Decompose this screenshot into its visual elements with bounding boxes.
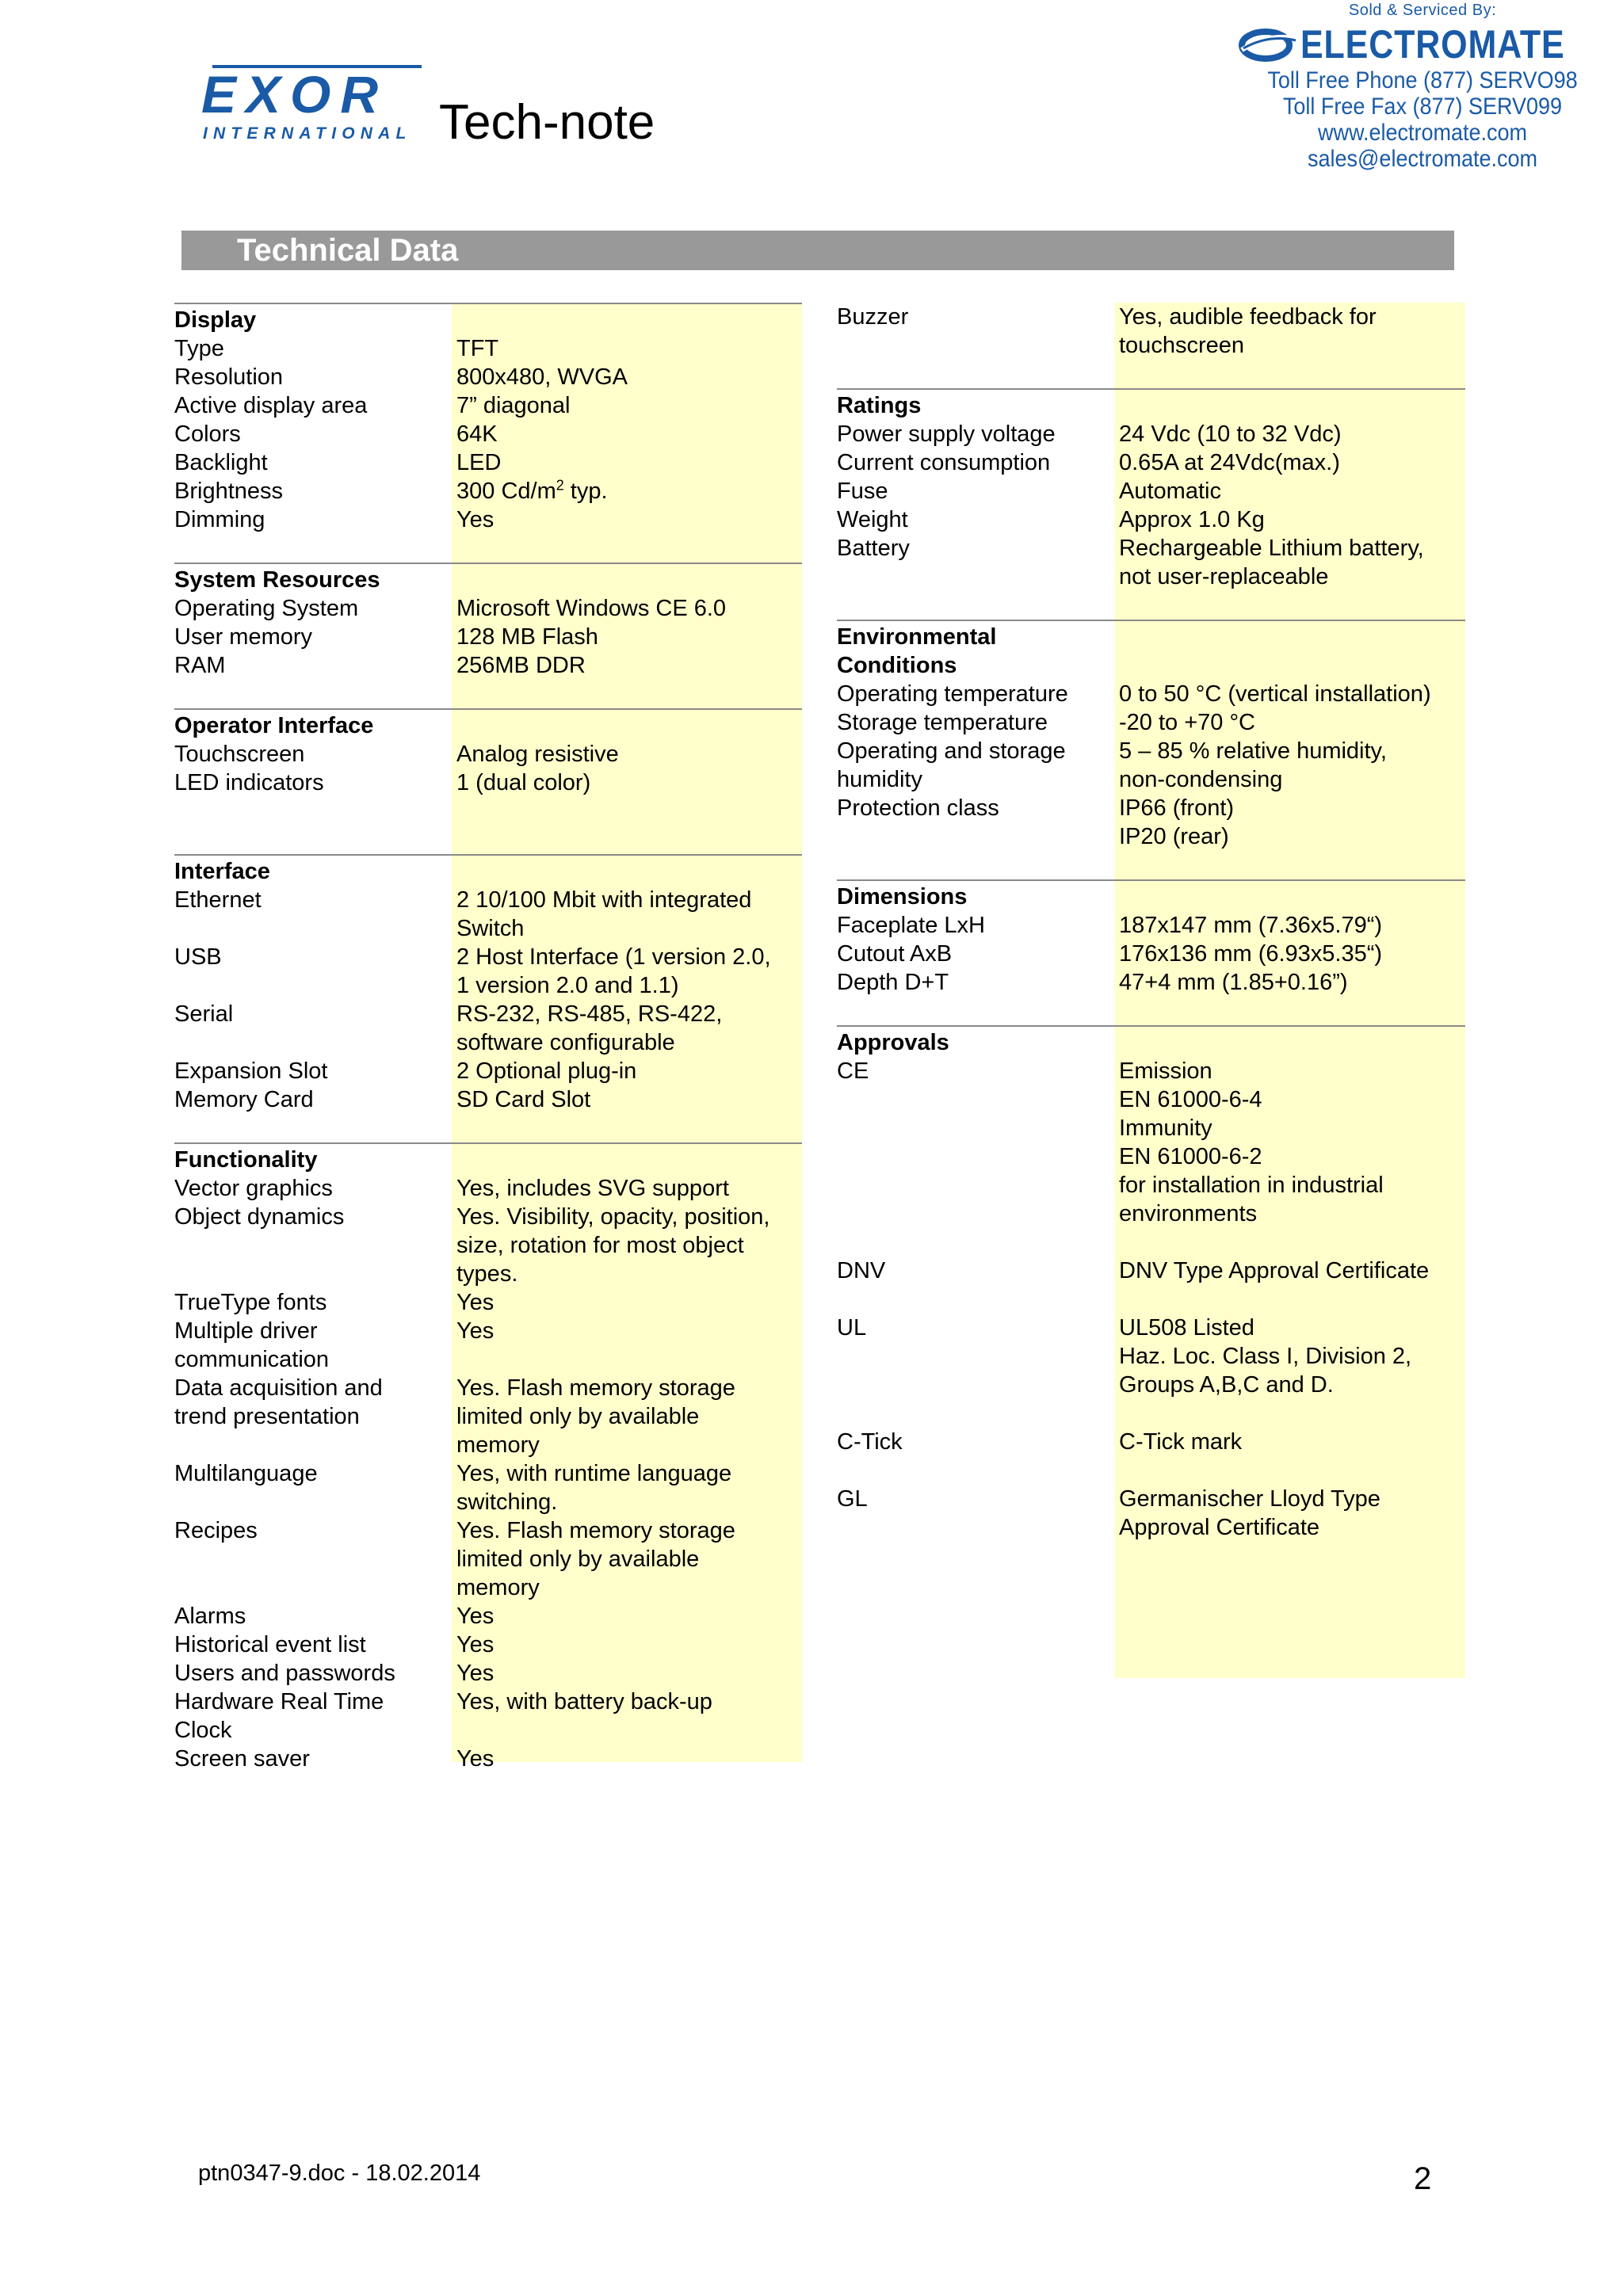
spec-label: Operating temperature [837,681,1068,707]
spec-value [456,1716,802,1745]
spec-row [174,1573,802,1602]
spec-row [174,1317,802,1345]
spec-label [837,1085,1119,1114]
spec-value: for installation in industrial [1119,1173,1384,1198]
spec-row [174,1716,802,1745]
spec-row [837,1257,1465,1285]
spec-label: Multiple driver [174,1318,318,1344]
group-heading: Dimensions [837,884,968,910]
spec-label: Colors [174,421,241,447]
spec-label: LED indicators [174,770,324,795]
spec-row [837,1057,1465,1085]
group-interface [174,854,802,1142]
group-functionality [174,1142,802,1773]
group-operator-interface [174,708,802,854]
spec-value: Approval Certificate [1119,1515,1320,1540]
spec-label: Data acquisition and [174,1375,383,1401]
spec-row [837,1371,1465,1399]
spec-label: GL [837,1486,868,1512]
spec-row [837,1171,1465,1199]
spec-row [837,794,1465,822]
spec-label: Alarms [174,1604,246,1629]
spec-row [174,1203,802,1231]
spec-value: Approx 1.0 Kg [1119,507,1265,532]
spec-label: Touchscreen [174,742,305,767]
spec-value: 0 to 50 °C (vertical installation) [1119,681,1431,707]
spec-row [174,1085,802,1114]
spec-value: switching. [456,1489,558,1515]
spec-value [456,477,802,505]
footer-doc-reference: ptn0347-9.doc - 18.02.2014 [198,2161,481,2186]
spec-label: Weight [837,507,908,532]
spec-row [837,563,1465,591]
electromate-swoosh-icon [1237,25,1300,64]
spec-row [174,1488,802,1516]
spec-value: 7” diagonal [456,393,571,418]
spec-row [174,971,802,1000]
spec-row [837,1342,1465,1371]
spec-label: Serial [174,1001,234,1027]
spec-value: software configurable [456,1030,675,1055]
spec-value: Yes [456,1290,495,1315]
spec-label: Historical event list [174,1632,366,1657]
spec-row [837,303,1465,331]
spec-value: Haz. Loc. Class I, Division 2, [1119,1344,1412,1369]
spec-value: DNV Type Approval Certificate [1119,1258,1430,1283]
spec-row [837,911,1465,940]
spec-label [174,971,456,1000]
dealer-block [1236,2,1609,172]
spec-value: -20 to +70 °C [1119,710,1256,735]
group-dimensions [837,879,1465,1025]
spec-value: 0.65A at 24Vdc(max.) [1119,450,1340,475]
spec-label: Operating System [174,596,359,621]
spec-row [174,1459,802,1488]
group-heading: Operator Interface [174,713,374,738]
brightness-exponent: 2 [556,477,564,494]
spec-label [837,822,1119,851]
spec-label: Multilanguage [174,1461,318,1486]
spec-value: 24 Vdc (10 to 32 Vdc) [1119,421,1342,447]
spec-row [174,943,802,971]
spec-value: Microsoft Windows CE 6.0 [456,596,727,621]
spec-label: Type [174,336,224,361]
exor-logo [201,65,422,144]
spec-value: SD Card Slot [456,1087,591,1112]
spec-label: TrueType fonts [174,1290,327,1315]
dealer-phone: Toll Free Phone (877) SERVO98 [1267,67,1578,93]
spec-row [174,1431,802,1459]
brightness-suffix: typ. [563,479,608,504]
spec-label [174,914,456,943]
group-heading: System Resources [174,567,380,593]
spec-row [837,708,1465,737]
spec-value: 176x136 mm (6.93x5.35“) [1119,941,1383,967]
spec-value: 47+4 mm (1.85+0.16”) [1119,970,1348,995]
spec-label [174,1488,456,1516]
spec-label: C-Tick [837,1429,903,1455]
spec-value: Yes. Flash memory storage [456,1375,735,1401]
spec-row [837,534,1465,563]
spec-value: Yes, with runtime language [456,1461,732,1486]
spec-value: Yes [456,1318,495,1344]
spec-label: User memory [174,624,313,650]
group-display [174,303,802,563]
group-ratings [837,388,1465,620]
spec-value: 256MB DDR [456,653,586,678]
spec-label [837,1371,1119,1399]
spec-row [174,391,802,420]
spec-row [174,1659,802,1688]
spec-value: 1 version 2.0 and 1.1) [456,973,679,998]
page-number: 2 [1414,2161,1432,2196]
spec-label [837,1114,1119,1142]
dealer-fax: Toll Free Fax (877) SERV099 [1282,93,1563,120]
spec-label [174,1431,456,1459]
spec-label: Dimming [174,507,265,532]
spec-row [174,1374,802,1402]
spec-value: C-Tick mark [1119,1429,1243,1455]
spec-value: LED [456,450,502,475]
spec-row [174,363,802,391]
spec-row [174,1516,802,1545]
spec-row [837,968,1465,997]
brightness-value: 300 Cd/m [456,479,556,504]
spec-label: Power supply voltage [837,421,1056,447]
spec-label [837,1142,1119,1171]
spec-value: 1 (dual color) [456,770,591,795]
spec-value: Yes, audible feedback for [1119,304,1377,330]
spec-label: USB [174,944,222,970]
group-buzzer [837,303,1465,388]
spec-label: Resolution [174,364,284,390]
spec-row [174,914,802,943]
spec-row [837,448,1465,477]
spec-value: RS-232, RS-485, RS-422, [456,1001,723,1027]
spec-label: UL [837,1315,867,1341]
spec-label: Cutout AxB [837,941,953,967]
spec-row [837,1485,1465,1513]
spec-row [837,505,1465,534]
spec-row [837,1085,1465,1114]
spec-label [174,1573,456,1602]
spec-value: TFT [456,336,499,361]
spec-label: Screen saver [174,1746,310,1772]
group-heading: Display [174,307,257,333]
spec-label [174,1231,456,1260]
spec-label [837,1171,1119,1199]
spec-value: Yes [456,1661,495,1686]
spec-row [174,886,802,914]
spec-row [174,448,802,477]
spec-row [837,331,1465,360]
spec-label: Current consumption [837,450,1051,475]
spec-row [837,477,1465,505]
spec-value: Yes. Visibility, opacity, position, [456,1204,770,1230]
group-heading: Functionality [174,1147,318,1173]
spec-label: Storage temperature [837,710,1048,735]
spec-row [837,1428,1465,1456]
spec-value: limited only by available [456,1547,700,1572]
spec-value: 187x147 mm (7.36x5.79“) [1119,913,1383,938]
spec-label: Users and passwords [174,1661,395,1686]
spec-label: communication [174,1347,330,1372]
sold-by-label: Sold & Serviced By: [1348,2,1497,19]
spec-value: UL508 Listed [1119,1315,1254,1341]
spec-value: Switch [456,916,525,941]
spec-row [174,1231,802,1260]
spec-row [174,334,802,363]
spec-value: 128 MB Flash [456,624,598,650]
spec-value: Yes [456,507,495,532]
spec-value: Rechargeable Lithium battery, [1119,536,1424,561]
spec-row [837,1114,1465,1142]
spec-value: Yes [456,1632,495,1657]
spec-row [174,1345,802,1374]
document-title: Tech-note [439,95,655,150]
spec-value: 2 Host Interface (1 version 2.0, [456,944,771,970]
spec-label: RAM [174,653,226,678]
spec-row [174,1028,802,1057]
spec-value: Germanischer Lloyd Type [1119,1486,1381,1512]
spec-row [174,1288,802,1317]
spec-row [174,1260,802,1288]
spec-row [174,1602,802,1630]
spec-row [837,680,1465,708]
group-approvals [837,1025,1465,1542]
spec-value: limited only by available [456,1404,700,1429]
spec-table-left [174,303,802,1773]
spec-label: Buzzer [837,304,909,330]
spec-label [837,563,1119,591]
dealer-name: ELECTROMATE [1300,22,1565,67]
spec-value: non-condensing [1119,767,1283,792]
spec-row [837,822,1465,851]
spec-row [837,1199,1465,1228]
spec-label: Recipes [174,1518,258,1543]
spec-label: CE [837,1058,869,1084]
group-heading: Ratings [837,393,922,418]
spec-label: DNV [837,1258,886,1283]
spec-label: Vector graphics [174,1176,333,1201]
group-heading: Approvals [837,1030,949,1055]
spec-label: Expansion Slot [174,1058,328,1084]
spec-row [837,1314,1465,1342]
spec-label: humidity [837,767,922,792]
spec-value: EN 61000-6-4 [1119,1087,1262,1112]
spec-label [174,1260,456,1288]
spec-value: IP20 (rear) [1119,824,1229,849]
spec-value: 2 10/100 Mbit with integrated [456,887,752,913]
spec-value: IP66 (front) [1119,795,1235,821]
spec-value: Yes. Flash memory storage [456,1518,735,1543]
spec-value: memory [456,1432,540,1458]
spec-row [174,1688,802,1716]
spec-row [837,420,1465,448]
spec-label: Backlight [174,450,268,475]
spec-label: Protection class [837,795,999,821]
spec-label [837,1513,1119,1542]
spec-value: 5 – 85 % relative humidity, [1119,738,1387,764]
spec-label [174,1545,456,1573]
spec-label [837,1342,1119,1371]
svg-text:INTERNATIONAL: INTERNATIONAL [203,124,412,143]
spec-row [837,765,1465,794]
spec-value: Yes [456,1604,495,1629]
spec-row [174,420,802,448]
spec-label: Object dynamics [174,1204,345,1230]
spec-row [174,1630,802,1659]
spec-value: Yes [456,1746,495,1772]
dealer-brand [1236,21,1609,67]
spec-row [174,651,802,680]
spec-row [174,1174,802,1203]
svg-text:EXOR: EXOR [201,65,388,124]
spec-label: Fuse [837,479,888,504]
spec-row [174,477,802,505]
spec-label [174,1028,456,1057]
spec-label: Active display area [174,393,368,418]
spec-label: Brightness [174,479,284,504]
spec-label [837,1199,1119,1228]
spec-row [174,623,802,651]
spec-value: Analog resistive [456,742,619,767]
spec-value: not user-replaceable [1119,564,1329,589]
dealer-email-link[interactable]: sales@electromate.com [1307,146,1538,172]
spec-row [837,940,1465,968]
spec-label [837,331,1119,360]
spec-label: trend presentation [174,1404,360,1429]
group-environmental [837,620,1465,879]
spec-label: Operating and storage [837,738,1066,764]
spec-value: environments [1119,1201,1258,1226]
spec-row [174,505,802,534]
spec-label: Depth D+T [837,970,949,995]
spec-value: Yes, includes SVG support [456,1176,729,1201]
spec-value: touchscreen [1119,333,1244,358]
spec-value: Immunity [1119,1116,1212,1141]
spec-value: 2 Optional plug-in [456,1058,637,1084]
spec-value: Yes, with battery back-up [456,1689,712,1714]
spec-table-right [837,303,1465,1542]
spec-row [837,1513,1465,1542]
spec-row [174,1000,802,1028]
spec-row [174,1057,802,1085]
spec-value: types. [456,1261,518,1287]
group-heading: Environmental [837,624,997,650]
group-heading-2: Conditions [837,653,957,678]
spec-row [837,1142,1465,1171]
dealer-website-link[interactable]: www.electromate.com [1317,120,1528,146]
spec-label: Faceplate LxH [837,913,985,938]
spec-value: EN 61000-6-2 [1119,1144,1262,1169]
spec-value: Groups A,B,C and D. [1119,1372,1334,1398]
spec-row [837,737,1465,765]
section-title: Technical Data [181,231,1454,270]
spec-value: Automatic [1119,479,1221,504]
group-heading: Interface [174,859,270,884]
spec-row [174,594,802,623]
spec-row [174,769,802,797]
spec-value: 800x480, WVGA [456,364,628,390]
spec-value: memory [456,1575,540,1600]
spec-row [174,1545,802,1573]
spec-label: Ethernet [174,887,262,913]
spec-value: size, rotation for most object [456,1233,744,1258]
spec-label: Memory Card [174,1087,314,1112]
group-system-resources [174,563,802,708]
spec-label: Battery [837,536,910,561]
spec-label: Hardware Real Time [174,1689,384,1714]
spec-row [174,1402,802,1431]
spec-value: 64K [456,421,498,447]
spec-value [456,1345,802,1374]
spec-label: Clock [174,1718,232,1743]
spec-value: Emission [1119,1058,1212,1084]
spec-row [174,740,802,769]
spec-row [174,1745,802,1773]
